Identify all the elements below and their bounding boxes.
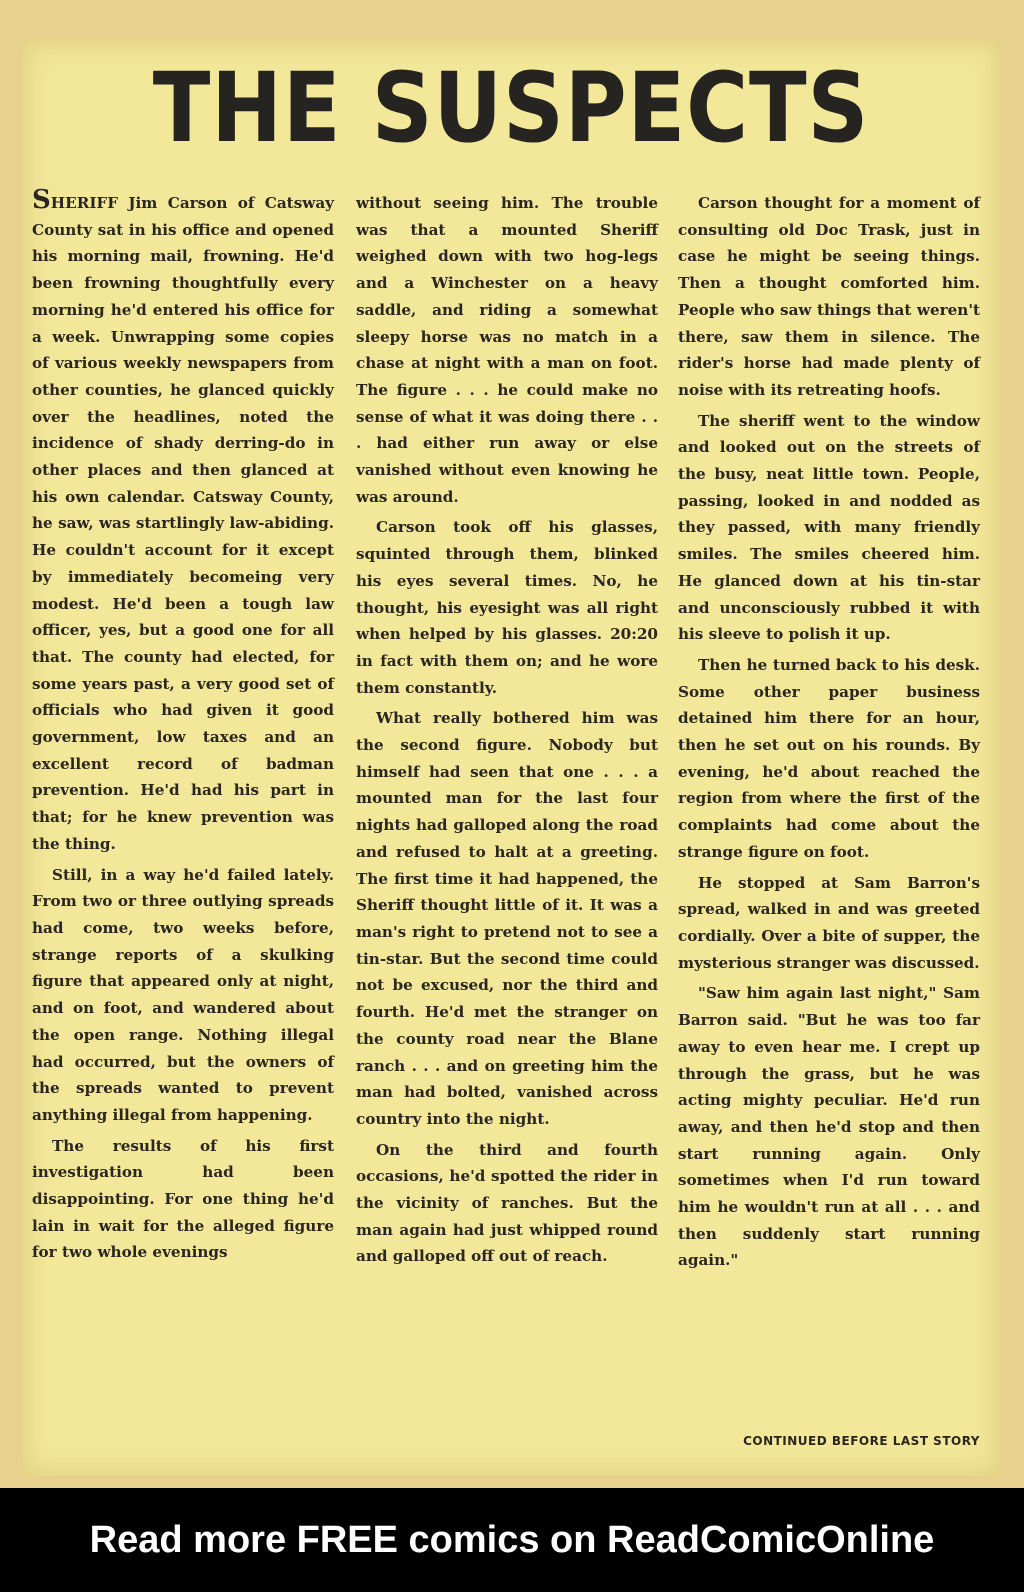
paragraph: "Saw him again last night," Sam Barron said. "But he was too far away to even hear me. I crept up through the grass, but he was acting mighty peculiar. He'd run away, and then he'd stop and then start running again. Only sometimes when I'd run toward him he wouldn't run at all . . . and then suddenly start running again." [678, 984, 980, 1270]
drop-cap: S [32, 185, 51, 215]
story-title: THE SUSPECTS [152, 52, 870, 164]
column-3 [678, 190, 980, 1278]
text-story-panel [22, 40, 1000, 1476]
paragraph: Carson took off his glasses, squinted through them, blinked his eyes several times. No, he thought, his eyesight was all right when helped by his glasses. 20:20 in fact with them on; and he wore them constantly. [356, 518, 658, 697]
paragraph: The results of his first investigation had been disappointing. For one thing he'd lain in wait for the alleged figure for two whole evenings [32, 1136, 334, 1262]
column-1 [32, 185, 334, 1270]
paragraph-text: HERIFF Jim Carson of Catsway County sat in his office and opened his morning mail, frowning. He'd been frowning thoughtfully every morning he'd entered his office for a week. Unwrapping some copies of various weekly newspapers from other counties, he glanced quickly over the headlines, noted the incidence of shady derring-do in other places and then glanced at his own calendar. Catsway County, he saw, was startlingly law-abiding. He couldn't account for it except by immediately becomeing very modest. He'd been a tough law officer, yes, but a good one for all that. The county had elected, for some years past, a very good set of officials who had given it good government, low taxes and an excellent record of badman prevention. He'd had his part in that; for he knew prevention was the thing. [32, 194, 334, 853]
paragraph: Then he turned back to his desk. Some other paper business detained him there for an hour, then he set out on his rounds. By evening, he'd about reached the region from where the first of the complaints had come about the strange figure on foot. [678, 655, 980, 861]
paragraph: The sheriff went to the window and looked out on the streets of the busy, neat little town. People, passing, looked in and nodded as they passed, with many friendly smiles. The smiles cheered him. He glanced down at his tin-star and unconsciously rubbed it with his sleeve to polish it up. [678, 411, 980, 644]
paragraph: What really bothered him was the second figure. Nobody but himself had seen that one . . . a mounted man for the last four nights had galloped along the road and refused to halt at a greeting. The first time it had happened, the Sheriff thought little of it. It was a man's right to pretend not to see a tin-star. But the second time could not be excused, nor the third and fourth. He'd met the stranger on the county road near the Blane ranch . . . and on greeting him the man had bolted, vanished across country into the night. [356, 709, 658, 1128]
promo-banner[interactable]: Read more FREE comics on ReadComicOnline [0, 1488, 1024, 1592]
paragraph: Still, in a way he'd failed lately. From two or three outlying spreads had come, two weeks before, strange reports of a skulking figure that appeared only at night, and on foot, and wandered about the open range. Nothing illegal had occurred, but the owners of the spreads wanted to prevent anything illegal from happening. [32, 865, 334, 1124]
column-2 [356, 190, 658, 1274]
paragraph [32, 185, 334, 858]
continued-note: CONTINUED BEFORE LAST STORY [743, 1434, 980, 1448]
paragraph: Carson thought for a moment of consulting old Doc Trask, just in case he might be seeing things. Then a thought comforted him. People who saw things that weren't there, saw them in silence. The rider's horse had made plenty of noise with its retreating hoofs. [678, 194, 980, 399]
paragraph: On the third and fourth occasions, he'd spotted the rider in the vicinity of ranches. But the man again had just whipped round and galloped off out of reach. [356, 1140, 658, 1266]
paragraph: He stopped at Sam Barron's spread, walked in and was greeted cordially. Over a bite of supper, the mysterious stranger was discussed. [678, 873, 980, 972]
paragraph: without seeing him. The trouble was that a mounted Sheriff weighed down with two hog-legs and a Winchester on a heavy saddle, and riding a somewhat sleepy horse was no match in a chase at night with a man on foot. The figure . . . he could make no sense of what it was doing there . . . had either run away or else vanished without even knowing he was around. [356, 194, 658, 506]
